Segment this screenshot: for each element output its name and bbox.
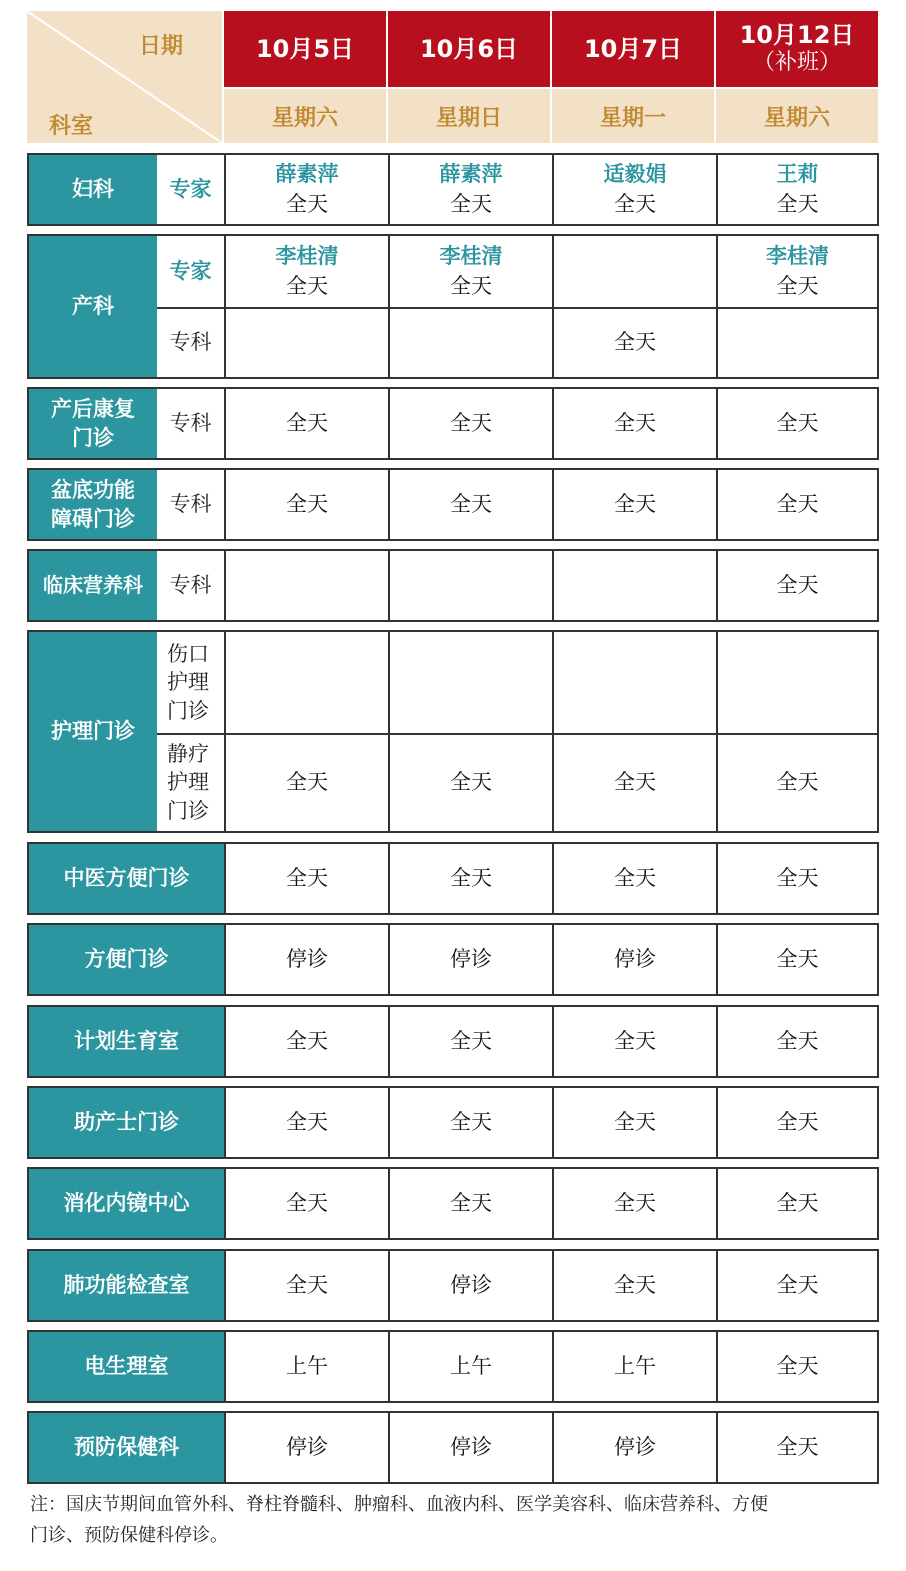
sub-type-label: 专科 <box>169 411 212 436</box>
schedule-cell <box>554 236 716 307</box>
schedule-cell: 全天 <box>614 865 656 890</box>
date-4: 10月12日 <box>739 21 855 50</box>
schedule-cell <box>390 632 552 733</box>
schedule-cell: 全天 <box>614 1190 656 1215</box>
schedule-cell <box>390 308 552 377</box>
dept-label: 预防保健科 <box>29 1413 224 1482</box>
schedule-cell: 停诊 <box>450 1272 492 1297</box>
schedule-cell <box>226 308 388 377</box>
date-2: 10月6日 <box>419 34 519 63</box>
schedule-cell: 全天 <box>776 572 819 597</box>
schedule-cell: 全天 <box>286 491 328 516</box>
dept-label: 中医方便门诊 <box>29 844 224 913</box>
schedule-cell: 薛素萍 全天 <box>275 162 339 216</box>
dept-label: 护理门诊 <box>29 632 157 831</box>
schedule-cell: 全天 <box>776 1434 819 1459</box>
schedule-cell: 全天 <box>776 865 819 890</box>
date-3: 10月7日 <box>583 34 683 63</box>
date-col-2 <box>388 11 550 87</box>
schedule-cell <box>554 551 716 620</box>
dept-label: 电生理室 <box>29 1332 224 1401</box>
schedule-cell <box>226 551 388 620</box>
schedule-cell: 停诊 <box>450 1434 492 1459</box>
schedule-cell: 全天 <box>614 491 656 516</box>
footnote-line-1: 注：国庆节期间血管外科、脊柱脊髓科、肿瘤科、血液内科、医学美容科、临床营养科、方便 <box>30 1494 768 1515</box>
schedule-cell: 停诊 <box>450 946 492 971</box>
corner-dept-label: 科室 <box>49 114 94 139</box>
dept-label: 盆底功能 障碍门诊 <box>29 470 157 539</box>
row-huli <box>27 630 879 833</box>
schedule-cell: 全天 <box>286 1272 328 1297</box>
dept-label: 临床营养科 <box>29 551 157 620</box>
row-chanke <box>27 234 879 379</box>
schedule-cell: 上午 <box>286 1353 328 1378</box>
row-simple <box>27 923 879 996</box>
schedule-cell: 全天 <box>286 410 328 435</box>
schedule-cell: 全天 <box>450 1190 492 1215</box>
row-fuke <box>27 153 879 226</box>
schedule-cell: 全天 <box>614 1109 656 1134</box>
schedule-cell: 全天 <box>776 946 819 971</box>
row-simple <box>27 1086 879 1159</box>
schedule-cell: 全天 <box>776 491 819 516</box>
weekday-2: 星期日 <box>388 89 550 143</box>
date-col-3 <box>552 11 714 87</box>
row-simple <box>27 842 879 915</box>
dept-label: 妇科 <box>29 155 157 224</box>
footnote-line-2: 门诊、预防保健科停诊。 <box>30 1524 228 1546</box>
row-simple <box>27 1411 879 1484</box>
schedule-cell: 停诊 <box>286 946 328 971</box>
date-col-4 <box>716 11 878 87</box>
schedule-cell: 全天 <box>776 1190 819 1215</box>
dept-label: 方便门诊 <box>29 925 224 994</box>
sub-type-label: 专科 <box>169 330 212 355</box>
schedule-cell <box>226 632 388 733</box>
row-simple <box>27 1249 879 1322</box>
schedule-cell: 全天 <box>614 769 656 794</box>
sub-type-label: 伤口 护理 门诊 <box>167 641 209 723</box>
row-pendi <box>27 468 879 541</box>
schedule-cell: 停诊 <box>614 1434 656 1459</box>
schedule-cell: 全天 <box>776 1353 819 1378</box>
schedule-cell: 全天 <box>286 1028 328 1053</box>
dept-label: 肺功能检查室 <box>29 1251 224 1320</box>
schedule-cell: 全天 <box>450 769 492 794</box>
schedule-cell: 全天 <box>286 865 328 890</box>
sub-type-label: 专科 <box>169 573 212 598</box>
sub-type-label: 专家 <box>169 259 212 284</box>
schedule-cell: 停诊 <box>614 946 656 971</box>
date-1: 10月5日 <box>255 34 355 63</box>
sub-type-label: 专科 <box>169 492 212 517</box>
schedule-cell: 全天 <box>286 1109 328 1134</box>
schedule-cell: 全天 <box>450 491 492 516</box>
corner-date-label: 日期 <box>139 34 184 59</box>
sub-type-label: 专家 <box>169 177 212 202</box>
sub-type-label: 静疗 护理 门诊 <box>167 741 209 823</box>
schedule-cell: 王莉 全天 <box>776 162 819 216</box>
dept-label: 产后康复 门诊 <box>29 389 157 458</box>
schedule-cell: 全天 <box>614 329 656 354</box>
header-corner <box>27 11 222 143</box>
schedule-cell <box>718 632 877 733</box>
schedule-cell: 全天 <box>776 1272 819 1297</box>
footnote <box>30 1490 880 1551</box>
schedule-cell: 全天 <box>776 769 819 794</box>
weekday-1: 星期六 <box>224 89 386 143</box>
date-col-1 <box>224 11 386 87</box>
schedule-cell <box>554 632 716 733</box>
schedule-cell: 薛素萍 全天 <box>439 162 503 216</box>
dept-label: 消化内镜中心 <box>29 1169 224 1238</box>
schedule-cell: 全天 <box>450 865 492 890</box>
schedule-cell <box>390 551 552 620</box>
row-simple <box>27 1167 879 1240</box>
weekday-4: 星期六 <box>716 89 878 143</box>
schedule-cell: 李桂清 全天 <box>439 244 503 298</box>
schedule-cell: 停诊 <box>286 1434 328 1459</box>
schedule-cell: 适毅娟 全天 <box>603 162 667 216</box>
schedule-cell: 李桂清 全天 <box>275 244 339 298</box>
row-simple <box>27 1005 879 1078</box>
schedule-cell: 全天 <box>614 1028 656 1053</box>
weekday-3: 星期一 <box>552 89 714 143</box>
schedule-cell: 全天 <box>450 1109 492 1134</box>
schedule-cell: 全天 <box>450 410 492 435</box>
schedule-cell: 全天 <box>286 1190 328 1215</box>
schedule-cell: 全天 <box>776 1109 819 1134</box>
row-yingyang <box>27 549 879 622</box>
date-4-note: （补班） <box>752 50 841 76</box>
row-simple <box>27 1330 879 1403</box>
row-chanhou <box>27 387 879 460</box>
schedule-cell: 上午 <box>450 1353 492 1378</box>
schedule-cell: 李桂清 全天 <box>766 244 829 298</box>
dept-label: 产科 <box>29 236 157 377</box>
schedule-cell: 全天 <box>776 1028 819 1053</box>
schedule-cell: 全天 <box>286 769 328 794</box>
schedule-cell: 全天 <box>614 410 656 435</box>
schedule-cell <box>718 308 877 377</box>
schedule-cell: 上午 <box>614 1353 656 1378</box>
dept-label: 计划生育室 <box>29 1007 224 1076</box>
schedule-cell: 全天 <box>614 1272 656 1297</box>
dept-label: 助产士门诊 <box>29 1088 224 1157</box>
schedule-cell: 全天 <box>776 410 819 435</box>
schedule-cell: 全天 <box>450 1028 492 1053</box>
